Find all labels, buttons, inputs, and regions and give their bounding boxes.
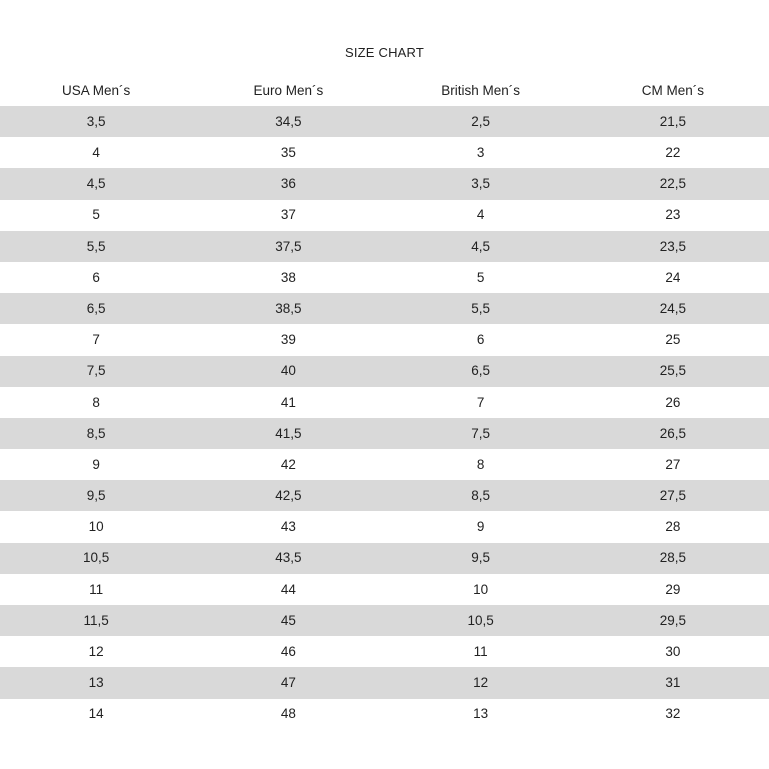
table-cell-usa-size: 4,5 xyxy=(86,176,106,192)
table-cell-usa-size: 7,5 xyxy=(86,363,106,379)
table-cell-usa-size: 14 xyxy=(88,706,104,722)
table-cell-usa-size: 10 xyxy=(88,519,104,535)
table-cell-usa-size: 11,5 xyxy=(83,612,109,628)
table-cell-british-size: 4 xyxy=(476,207,485,223)
table-cell-british-size: 5 xyxy=(476,269,485,285)
table-cell-euro-size: 43,5 xyxy=(275,550,302,566)
table-row xyxy=(0,480,769,511)
table-cell-british-size: 3 xyxy=(476,145,485,161)
table-cell-british-size: 7 xyxy=(476,394,485,410)
table-cell-cm-size: 27 xyxy=(665,456,681,472)
table-cell-british-size: 3,5 xyxy=(471,176,491,192)
table-body xyxy=(0,106,769,730)
table-row xyxy=(0,449,769,480)
table-cell-british-size: 6 xyxy=(476,332,485,348)
column-header-euro: Euro Men´s xyxy=(253,82,324,98)
table-row xyxy=(0,667,769,698)
table-cell-euro-size: 40 xyxy=(280,363,296,379)
table-cell-cm-size: 26,5 xyxy=(659,425,687,441)
table-cell-usa-size: 3,5 xyxy=(86,113,106,129)
table-cell-british-size: 2,5 xyxy=(471,113,491,129)
table-cell-cm-size: 23 xyxy=(665,207,681,223)
table-row xyxy=(0,605,769,636)
table-cell-euro-size: 41 xyxy=(280,394,296,410)
size-table xyxy=(0,75,769,730)
table-cell-euro-size: 48 xyxy=(280,706,296,722)
table-cell-cm-size: 31 xyxy=(665,675,681,691)
table-cell-cm-size: 22,5 xyxy=(659,176,687,192)
table-row xyxy=(0,356,769,387)
table-cell-usa-size: 6 xyxy=(92,269,100,285)
table-cell-usa-size: 9 xyxy=(92,456,100,472)
table-row xyxy=(0,636,769,667)
table-row xyxy=(0,543,769,574)
table-cell-cm-size: 32 xyxy=(665,706,681,722)
table-row xyxy=(0,200,769,231)
table-cell-cm-size: 24 xyxy=(665,269,681,285)
table-cell-british-size: 9 xyxy=(476,519,485,535)
table-cell-cm-size: 22 xyxy=(665,145,681,161)
table-cell-british-size: 5,5 xyxy=(471,300,491,316)
table-cell-euro-size: 46 xyxy=(280,644,296,660)
table-cell-british-size: 6,5 xyxy=(471,363,491,379)
table-cell-euro-size: 35 xyxy=(280,145,296,161)
table-row xyxy=(0,231,769,262)
table-row xyxy=(0,293,769,324)
table-row xyxy=(0,511,769,542)
table-cell-british-size: 13 xyxy=(473,706,489,722)
column-header-usa: USA Men´s xyxy=(61,82,131,98)
table-cell-euro-size: 38,5 xyxy=(275,300,302,316)
column-header-cm: CM Men´s xyxy=(641,82,704,98)
table-cell-cm-size: 30 xyxy=(665,644,681,660)
table-cell-euro-size: 38 xyxy=(280,269,296,285)
table-row xyxy=(0,137,769,168)
table-row xyxy=(0,262,769,293)
table-cell-usa-size: 11 xyxy=(89,581,104,597)
table-cell-cm-size: 29 xyxy=(665,581,681,597)
table-cell-euro-size: 36 xyxy=(280,176,296,192)
table-cell-euro-size: 47 xyxy=(280,675,296,691)
table-cell-cm-size: 28,5 xyxy=(659,550,687,566)
table-cell-euro-size: 42 xyxy=(280,456,296,472)
table-cell-usa-size: 6,5 xyxy=(86,300,106,316)
page-title: SIZE CHART xyxy=(344,45,425,60)
table-cell-usa-size: 7 xyxy=(92,332,100,348)
table-cell-cm-size: 25 xyxy=(665,332,681,348)
table-cell-british-size: 8 xyxy=(476,456,485,472)
table-cell-usa-size: 13 xyxy=(88,675,104,691)
table-cell-euro-size: 37 xyxy=(280,207,296,223)
table-cell-british-size: 10 xyxy=(473,581,489,597)
table-cell-cm-size: 28 xyxy=(665,519,681,535)
table-cell-british-size: 10,5 xyxy=(467,612,494,628)
table-row xyxy=(0,699,769,730)
table-cell-euro-size: 42,5 xyxy=(275,488,302,504)
table-cell-usa-size: 9,5 xyxy=(86,488,106,504)
table-cell-euro-size: 34,5 xyxy=(275,113,302,129)
table-cell-usa-size: 4 xyxy=(92,145,100,161)
table-cell-usa-size: 5 xyxy=(92,207,100,223)
table-row xyxy=(0,106,769,137)
table-cell-british-size: 9,5 xyxy=(471,550,491,566)
table-cell-cm-size: 27,5 xyxy=(659,488,687,504)
table-cell-euro-size: 45 xyxy=(280,612,296,628)
table-cell-usa-size: 8,5 xyxy=(86,425,106,441)
table-cell-british-size: 8,5 xyxy=(471,488,491,504)
column-header-british: British Men´s xyxy=(441,82,520,98)
table-cell-euro-size: 44 xyxy=(280,581,296,597)
table-cell-usa-size: 8 xyxy=(92,394,100,410)
table-row xyxy=(0,574,769,605)
table-cell-cm-size: 25,5 xyxy=(659,363,687,379)
table-row xyxy=(0,324,769,355)
table-cell-usa-size: 5,5 xyxy=(86,238,106,254)
table-row xyxy=(0,387,769,418)
table-row xyxy=(0,168,769,199)
table-cell-cm-size: 26 xyxy=(665,394,681,410)
table-cell-british-size: 7,5 xyxy=(471,425,491,441)
table-cell-british-size: 12 xyxy=(473,675,489,691)
table-cell-british-size: 11 xyxy=(473,644,488,660)
table-cell-euro-size: 41,5 xyxy=(275,425,302,441)
table-cell-british-size: 4,5 xyxy=(471,238,491,254)
table-cell-euro-size: 43 xyxy=(280,519,296,535)
table-header-row xyxy=(0,75,769,106)
table-cell-cm-size: 23,5 xyxy=(659,238,687,254)
table-cell-euro-size: 37,5 xyxy=(275,238,302,254)
table-cell-cm-size: 21,5 xyxy=(659,113,687,129)
table-cell-euro-size: 39 xyxy=(280,332,296,348)
table-cell-usa-size: 12 xyxy=(88,644,104,660)
table-cell-cm-size: 24,5 xyxy=(659,300,687,316)
table-row xyxy=(0,418,769,449)
table-cell-cm-size: 29,5 xyxy=(659,612,687,628)
table-cell-usa-size: 10,5 xyxy=(82,550,110,566)
